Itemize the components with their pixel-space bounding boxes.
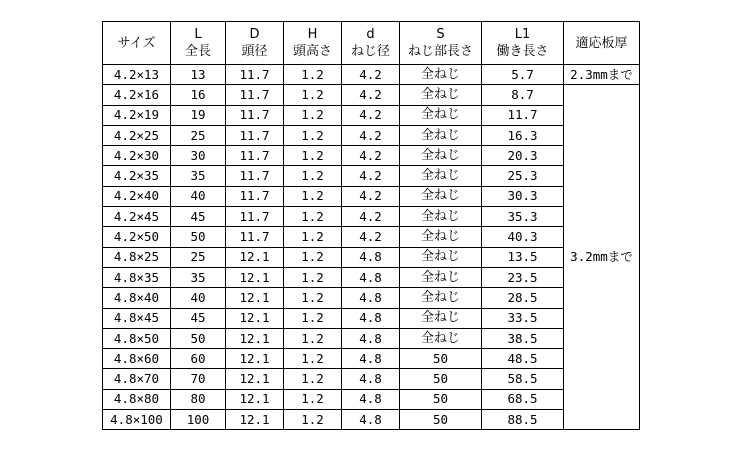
- cell-size: 4.8×35: [103, 267, 171, 287]
- header-length-symbol: L: [194, 27, 202, 42]
- cell-thread-length: 50: [400, 349, 482, 369]
- cell-working-length: 30.3: [482, 186, 564, 206]
- cell-length: 40: [171, 186, 226, 206]
- cell-thread-diameter: 4.8: [342, 247, 400, 267]
- cell-size: 4.2×16: [103, 85, 171, 105]
- cell-head-diameter: 12.1: [226, 369, 284, 389]
- cell-head-height: 1.2: [284, 65, 342, 85]
- cell-head-diameter: 11.7: [226, 146, 284, 166]
- cell-head-diameter: 11.7: [226, 125, 284, 145]
- cell-thread-length: 全ねじ: [400, 105, 482, 125]
- cell-head-height: 1.2: [284, 105, 342, 125]
- cell-head-height: 1.2: [284, 227, 342, 247]
- cell-length: 70: [171, 369, 226, 389]
- header-thread-diameter: [342, 22, 400, 65]
- cell-length: 40: [171, 288, 226, 308]
- cell-head-height: 1.2: [284, 410, 342, 430]
- table-row: [103, 308, 640, 328]
- cell-thread-diameter: 4.8: [342, 389, 400, 409]
- cell-length: 60: [171, 349, 226, 369]
- header-size: [103, 22, 171, 65]
- cell-length: 100: [171, 410, 226, 430]
- cell-working-length: 23.5: [482, 267, 564, 287]
- cell-size: 4.2×50: [103, 227, 171, 247]
- cell-head-height: 1.2: [284, 207, 342, 227]
- cell-thread-diameter: 4.8: [342, 288, 400, 308]
- cell-length: 45: [171, 308, 226, 328]
- cell-working-length: 11.7: [482, 105, 564, 125]
- table-row: [103, 247, 640, 267]
- cell-length: 35: [171, 166, 226, 186]
- cell-size: 4.8×25: [103, 247, 171, 267]
- header-head-diameter-label: 頭径: [241, 44, 268, 59]
- table-row: [103, 389, 640, 409]
- header-working-length-symbol: L1: [514, 27, 531, 42]
- cell-head-height: 1.2: [284, 186, 342, 206]
- cell-head-diameter: 11.7: [226, 105, 284, 125]
- cell-working-length: 8.7: [482, 85, 564, 105]
- cell-length: 19: [171, 105, 226, 125]
- table-row: [103, 166, 640, 186]
- cell-length: 45: [171, 207, 226, 227]
- header-thread-length-symbol: S: [436, 27, 445, 42]
- header-length-label: 全長: [184, 44, 211, 59]
- cell-working-length: 16.3: [482, 125, 564, 145]
- table-row: [103, 410, 640, 430]
- cell-head-diameter: 12.1: [226, 328, 284, 348]
- table-row: [103, 369, 640, 389]
- header-thread-diameter-symbol: d: [366, 27, 375, 42]
- cell-thread-length: 全ねじ: [400, 146, 482, 166]
- cell-working-length: 88.5: [482, 410, 564, 430]
- table-row: [103, 125, 640, 145]
- cell-size: 4.2×19: [103, 105, 171, 125]
- cell-plate-thickness-small: 2.3mmまで: [564, 65, 640, 85]
- header-head-diameter-symbol: D: [249, 27, 260, 42]
- cell-thread-diameter: 4.2: [342, 105, 400, 125]
- cell-thread-length: 全ねじ: [400, 267, 482, 287]
- cell-size: 4.2×40: [103, 186, 171, 206]
- cell-length: 50: [171, 328, 226, 348]
- cell-head-diameter: 12.1: [226, 410, 284, 430]
- header-row: [103, 22, 640, 65]
- cell-size: 4.2×25: [103, 125, 171, 145]
- table-row: [103, 186, 640, 206]
- cell-thread-length: 全ねじ: [400, 328, 482, 348]
- cell-head-height: 1.2: [284, 349, 342, 369]
- cell-thread-diameter: 4.2: [342, 207, 400, 227]
- cell-thread-diameter: 4.2: [342, 227, 400, 247]
- cell-thread-diameter: 4.2: [342, 146, 400, 166]
- cell-head-height: 1.2: [284, 125, 342, 145]
- cell-thread-diameter: 4.8: [342, 308, 400, 328]
- cell-head-height: 1.2: [284, 85, 342, 105]
- header-thread-diameter-label: ねじ径: [350, 44, 390, 59]
- cell-working-length: 25.3: [482, 166, 564, 186]
- cell-working-length: 68.5: [482, 389, 564, 409]
- cell-thread-diameter: 4.8: [342, 369, 400, 389]
- cell-size: 4.8×70: [103, 369, 171, 389]
- cell-thread-diameter: 4.2: [342, 186, 400, 206]
- cell-thread-diameter: 4.8: [342, 410, 400, 430]
- cell-head-height: 1.2: [284, 288, 342, 308]
- cell-head-diameter: 12.1: [226, 247, 284, 267]
- header-thread-length: [400, 22, 482, 65]
- cell-working-length: 28.5: [482, 288, 564, 308]
- cell-thread-diameter: 4.2: [342, 65, 400, 85]
- spec-table: [102, 21, 640, 430]
- table-row: [103, 65, 640, 85]
- cell-length: 16: [171, 85, 226, 105]
- cell-working-length: 48.5: [482, 349, 564, 369]
- cell-length: 30: [171, 146, 226, 166]
- cell-head-diameter: 12.1: [226, 349, 284, 369]
- cell-working-length: 5.7: [482, 65, 564, 85]
- cell-head-height: 1.2: [284, 267, 342, 287]
- cell-size: 4.8×60: [103, 349, 171, 369]
- cell-head-diameter: 11.7: [226, 65, 284, 85]
- cell-working-length: 35.3: [482, 207, 564, 227]
- cell-length: 50: [171, 227, 226, 247]
- cell-thread-length: 全ねじ: [400, 125, 482, 145]
- header-head-height-label: 頭高さ: [292, 44, 332, 59]
- cell-thread-length: 全ねじ: [400, 247, 482, 267]
- cell-working-length: 40.3: [482, 227, 564, 247]
- table-row: [103, 146, 640, 166]
- cell-thread-length: 全ねじ: [400, 207, 482, 227]
- cell-head-height: 1.2: [284, 369, 342, 389]
- cell-thread-length: 全ねじ: [400, 85, 482, 105]
- cell-size: 4.8×100: [103, 410, 171, 430]
- cell-thread-length: 全ねじ: [400, 186, 482, 206]
- header-head-height: [284, 22, 342, 65]
- cell-thread-diameter: 4.8: [342, 328, 400, 348]
- header-length: [171, 22, 226, 65]
- table-row: [103, 328, 640, 348]
- cell-size: 4.2×30: [103, 146, 171, 166]
- table-row: [103, 85, 640, 105]
- cell-thread-diameter: 4.8: [342, 349, 400, 369]
- cell-length: 13: [171, 65, 226, 85]
- cell-head-height: 1.2: [284, 247, 342, 267]
- cell-length: 80: [171, 389, 226, 409]
- cell-head-diameter: 12.1: [226, 267, 284, 287]
- cell-thread-diameter: 4.2: [342, 85, 400, 105]
- cell-head-diameter: 11.7: [226, 227, 284, 247]
- table-row: [103, 288, 640, 308]
- cell-head-diameter: 11.7: [226, 166, 284, 186]
- cell-plate-thickness-large: 3.2mmまで: [564, 85, 640, 430]
- cell-head-height: 1.2: [284, 308, 342, 328]
- cell-head-diameter: 12.1: [226, 389, 284, 409]
- header-head-height-symbol: H: [307, 27, 318, 42]
- table-row: [103, 349, 640, 369]
- cell-size: 4.2×45: [103, 207, 171, 227]
- cell-length: 25: [171, 125, 226, 145]
- cell-thread-length: 全ねじ: [400, 166, 482, 186]
- cell-thread-length: 全ねじ: [400, 227, 482, 247]
- cell-size: 4.8×50: [103, 328, 171, 348]
- cell-thread-length: 50: [400, 389, 482, 409]
- cell-working-length: 58.5: [482, 369, 564, 389]
- cell-head-height: 1.2: [284, 146, 342, 166]
- header-size-label: サイズ: [117, 35, 156, 51]
- table-row: [103, 105, 640, 125]
- cell-thread-diameter: 4.2: [342, 166, 400, 186]
- header-working-length: [482, 22, 564, 65]
- cell-thread-diameter: 4.8: [342, 267, 400, 287]
- cell-head-diameter: 12.1: [226, 308, 284, 328]
- cell-thread-length: 50: [400, 369, 482, 389]
- cell-thread-length: 全ねじ: [400, 288, 482, 308]
- table-row: [103, 207, 640, 227]
- cell-head-diameter: 11.7: [226, 85, 284, 105]
- cell-working-length: 20.3: [482, 146, 564, 166]
- header-working-length-label: 働き長さ: [496, 44, 549, 59]
- cell-size: 4.2×13: [103, 65, 171, 85]
- cell-head-diameter: 11.7: [226, 186, 284, 206]
- cell-thread-diameter: 4.2: [342, 125, 400, 145]
- cell-head-height: 1.2: [284, 389, 342, 409]
- cell-size: 4.8×45: [103, 308, 171, 328]
- cell-thread-length: 全ねじ: [400, 308, 482, 328]
- table-body: [103, 65, 640, 430]
- cell-length: 35: [171, 267, 226, 287]
- cell-size: 4.8×80: [103, 389, 171, 409]
- header-head-diameter: [226, 22, 284, 65]
- header-plate-thickness: [564, 22, 640, 65]
- cell-size: 4.8×40: [103, 288, 171, 308]
- header-plate-thickness-label: 適応板厚: [575, 35, 628, 51]
- cell-thread-length: 全ねじ: [400, 65, 482, 85]
- cell-working-length: 13.5: [482, 247, 564, 267]
- table-row: [103, 227, 640, 247]
- cell-head-diameter: 11.7: [226, 207, 284, 227]
- cell-working-length: 33.5: [482, 308, 564, 328]
- cell-head-height: 1.2: [284, 328, 342, 348]
- cell-size: 4.2×35: [103, 166, 171, 186]
- header-thread-length-label: ねじ部長さ: [407, 44, 473, 59]
- cell-length: 25: [171, 247, 226, 267]
- cell-thread-length: 50: [400, 410, 482, 430]
- table-row: [103, 267, 640, 287]
- cell-head-diameter: 12.1: [226, 288, 284, 308]
- cell-head-height: 1.2: [284, 166, 342, 186]
- cell-working-length: 38.5: [482, 328, 564, 348]
